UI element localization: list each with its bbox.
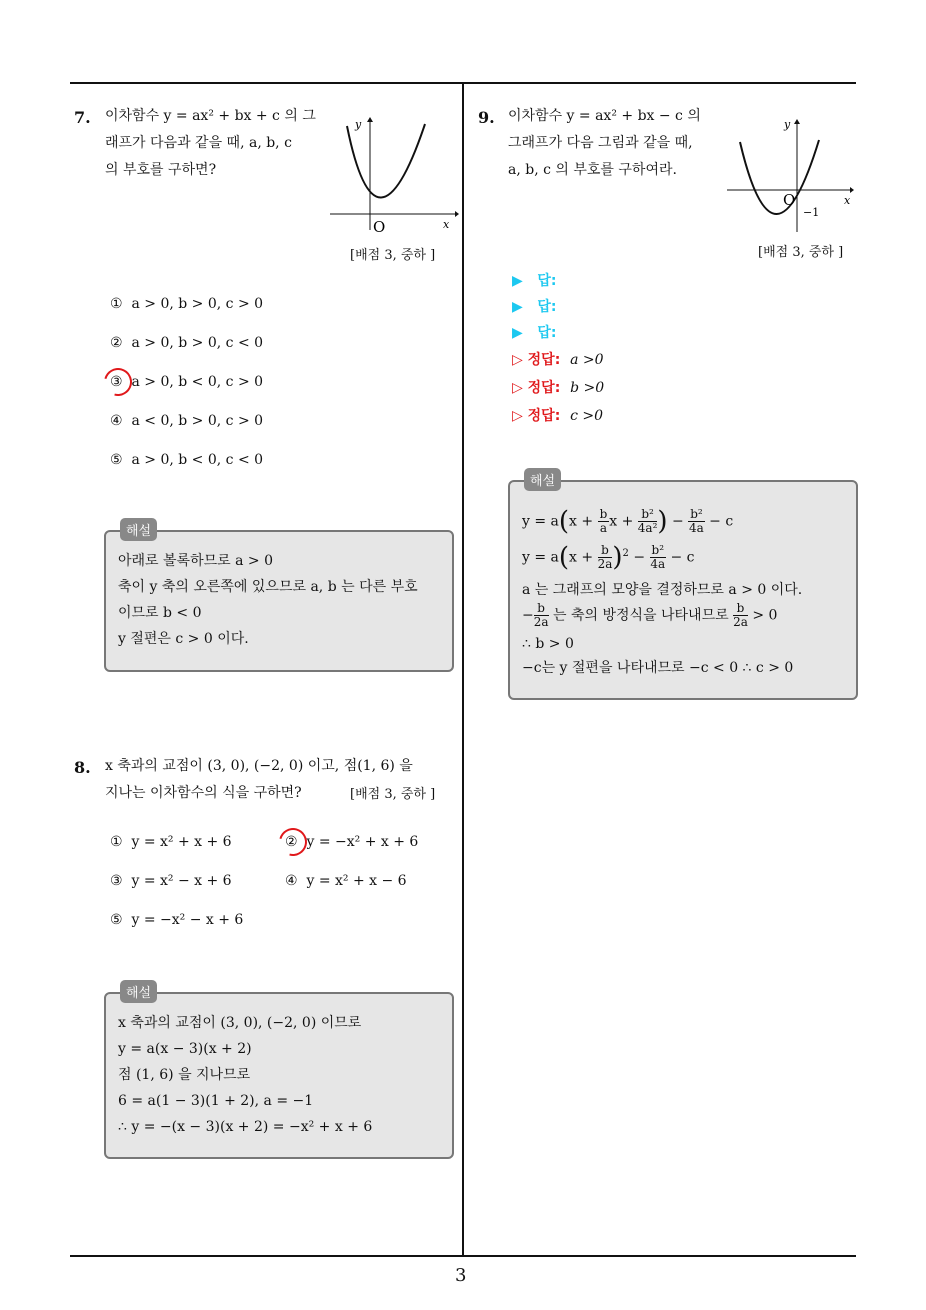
choice-text: y = x² + x + 6 (131, 834, 232, 850)
q9-text (508, 103, 723, 184)
q8-choice-5[interactable] (110, 912, 243, 928)
q9-explanation-tag: 해설 (524, 468, 561, 491)
fraction (598, 508, 610, 535)
selected-answer-circle (274, 823, 312, 861)
q7-text-line: 의 부호를 구하면? (105, 162, 217, 178)
fraction (733, 602, 748, 629)
exp-text: > 0 (747, 607, 778, 624)
correct-value: c >0 (570, 408, 603, 424)
explanation-line: y = a(x − 3)(x + 2) (118, 1041, 252, 1057)
choice-number: ① (110, 834, 123, 850)
paren-close: ) (612, 542, 623, 573)
q8-mark: [배점 3, 중하 ] (350, 787, 436, 802)
explanation-line: ∴ y = −(x − 3)(x + 2) = −x² + x + 6 (118, 1119, 373, 1135)
numerator: b² (651, 543, 665, 558)
exp-text: x + (569, 549, 598, 566)
q8-explanation-tag: 해설 (120, 980, 157, 1003)
q7-graph (325, 112, 460, 242)
q7-choice-5[interactable] (110, 452, 263, 468)
exp-text: − c (666, 549, 695, 566)
exponent: 2 (622, 548, 629, 559)
numerator: b² (638, 508, 658, 522)
numerator: b (598, 544, 613, 558)
choice-number: ② (285, 834, 298, 850)
exp-text: y = a (522, 549, 559, 566)
choice-number: ⑤ (110, 452, 123, 468)
answer-row[interactable] (512, 322, 557, 342)
explanation-line (522, 542, 844, 578)
explanation-line: ∴ b > 0 (522, 636, 574, 652)
explanation-line: −c는 y 절편을 나타내므로 −c < 0 ∴ c > 0 (522, 660, 794, 676)
q8-choice-3[interactable] (110, 873, 232, 889)
numerator: b (733, 602, 748, 616)
q7-text (105, 103, 320, 184)
q9-text-line: a, b, c 의 부호를 구하여라. (508, 162, 677, 178)
q7-text-line: 래프가 다음과 같을 때, a, b, c (105, 135, 292, 151)
choice-text: a > 0, b > 0, c > 0 (131, 296, 264, 312)
exp-text: 는 축의 방정식을 나타내므로 (548, 607, 734, 624)
explanation-line: a 는 그래프의 모양을 결정하므로 a > 0 이다. (522, 582, 803, 598)
choice-number: ② (110, 335, 123, 351)
denominator: a (599, 521, 607, 535)
explanation-line (522, 602, 844, 632)
exp-text: x + (569, 513, 598, 530)
q8-text-line: x 축과의 교점이 (3, 0), (−2, 0) 이고, 점(1, 6) 을 (105, 758, 413, 774)
choice-number: ① (110, 296, 123, 312)
answer-row[interactable] (512, 296, 557, 316)
choice-text: y = x² + x − 6 (306, 873, 407, 889)
exp-text: x + (609, 513, 638, 530)
selected-answer-circle (99, 363, 137, 401)
q7-choice-4[interactable] (110, 413, 263, 429)
denominator: 2a (597, 557, 613, 572)
q7-choice-2[interactable] (110, 335, 263, 351)
choice-text: a > 0, b < 0, c > 0 (131, 374, 264, 390)
paren-open: ( (558, 542, 570, 573)
choice-text: a > 0, b > 0, c < 0 (131, 335, 264, 351)
correct-answer-row (512, 349, 604, 369)
q9-mark: [배점 3, 중하 ] (758, 245, 844, 260)
explanation-line: 이므로 b < 0 (118, 605, 202, 621)
bottom-rule (70, 1255, 856, 1257)
x-axis-arrow (850, 187, 854, 193)
exp-text: y = a (522, 513, 559, 530)
explanation-line: x 축과의 교점이 (3, 0), (−2, 0) 이므로 (118, 1015, 362, 1031)
correct-label: 정답: (527, 380, 561, 396)
q9-graph (722, 112, 857, 237)
parabola (740, 140, 819, 214)
q7-explanation-tag: 해설 (120, 518, 157, 541)
choice-number: ③ (110, 374, 123, 390)
exp-text: − (667, 513, 689, 530)
q7-mark: [배점 3, 중하 ] (350, 248, 436, 263)
paren-close: ) (657, 506, 668, 537)
y-label: y (784, 118, 791, 131)
correct-answer-row (512, 377, 604, 397)
fraction (650, 544, 667, 571)
numerator: b (534, 602, 549, 616)
q7-number: 7. (74, 108, 91, 127)
fraction (688, 508, 705, 535)
q8-choice-4[interactable] (285, 873, 407, 889)
denominator: 4a (650, 557, 666, 572)
q7-text-line: 이차함수 y = ax² + bx + c 의 그 (105, 108, 316, 124)
y-label: y (355, 118, 362, 131)
outline-play-icon: ▷ (512, 380, 523, 396)
choice-number: ④ (285, 873, 298, 889)
q8-explanation-box (104, 992, 454, 1159)
answer-row[interactable] (512, 270, 557, 290)
q9-text-line: 이차함수 y = ax² + bx − c 의 (508, 108, 701, 124)
tick-label: −1 (803, 206, 820, 219)
column-divider (462, 82, 464, 1256)
fraction (638, 508, 658, 535)
q7-explanation-box (104, 530, 454, 672)
play-icon: ▶ (512, 325, 523, 341)
q9-text-line: 그래프가 다음 그림과 같을 때, (508, 135, 693, 151)
denominator: 2a (533, 615, 549, 629)
explanation-line: 6 = a(1 − 3)(1 + 2), a = −1 (118, 1093, 314, 1109)
exp-text: − (522, 607, 534, 624)
explanation-line: 아래로 볼록하므로 a > 0 (118, 553, 273, 569)
correct-label: 정답: (527, 352, 561, 368)
q8-choice-1[interactable] (110, 834, 232, 850)
denominator: 4a (689, 521, 704, 535)
x-axis-arrow (455, 211, 459, 217)
choice-number: ⑤ (110, 912, 123, 928)
fraction (598, 544, 613, 571)
outline-play-icon: ▷ (512, 352, 523, 368)
q8-number: 8. (74, 758, 91, 777)
q9-number: 9. (478, 108, 495, 127)
correct-value: a >0 (570, 352, 604, 368)
y-axis-arrow (794, 119, 800, 124)
q8-text-line: 지나는 이차함수의 식을 구하면? (105, 785, 302, 801)
choice-text: y = −x² + x + 6 (306, 834, 419, 850)
explanation-line: y 절편은 c > 0 이다. (118, 631, 249, 647)
correct-answer-row (512, 405, 603, 425)
answer-label: 답: (537, 273, 557, 289)
origin-label: O (373, 218, 386, 236)
q7-choice-1[interactable] (110, 296, 263, 312)
explanation-line: 축이 y 축의 오른쪽에 있으므로 a, b 는 다른 부호 (118, 579, 418, 595)
correct-value: b >0 (570, 380, 605, 396)
y-axis-arrow (367, 117, 373, 122)
play-icon: ▶ (512, 299, 523, 315)
explanation-line: 점 (1, 6) 을 지나므로 (118, 1067, 251, 1083)
numerator: b (599, 507, 608, 521)
explanation-line (522, 508, 844, 542)
choice-number: ④ (110, 413, 123, 429)
parabola (347, 124, 425, 198)
q7-choice-3[interactable] (110, 374, 263, 390)
paren-open: ( (558, 506, 570, 537)
exp-text: − c (704, 513, 734, 530)
correct-label: 정답: (527, 408, 561, 424)
q9-explanation-box (508, 480, 858, 700)
outline-play-icon: ▷ (512, 408, 523, 424)
numerator: b² (690, 507, 703, 521)
choice-text: y = x² − x + 6 (131, 873, 232, 889)
choice-text: a > 0, b < 0, c < 0 (131, 452, 264, 468)
denominator: 4a² (637, 521, 658, 535)
origin-label: O (783, 191, 796, 209)
x-label: x (443, 218, 450, 231)
answer-label: 답: (537, 325, 557, 341)
denominator: 2a (733, 615, 748, 629)
play-icon: ▶ (512, 273, 523, 289)
choice-number: ③ (110, 873, 123, 889)
page-number: 3 (455, 1265, 467, 1286)
fraction (534, 602, 549, 629)
choice-text: y = −x² − x + 6 (131, 912, 244, 928)
exp-text: − (628, 549, 650, 566)
x-label: x (844, 194, 851, 207)
answer-label: 답: (537, 299, 557, 315)
choice-text: a < 0, b > 0, c > 0 (131, 413, 264, 429)
